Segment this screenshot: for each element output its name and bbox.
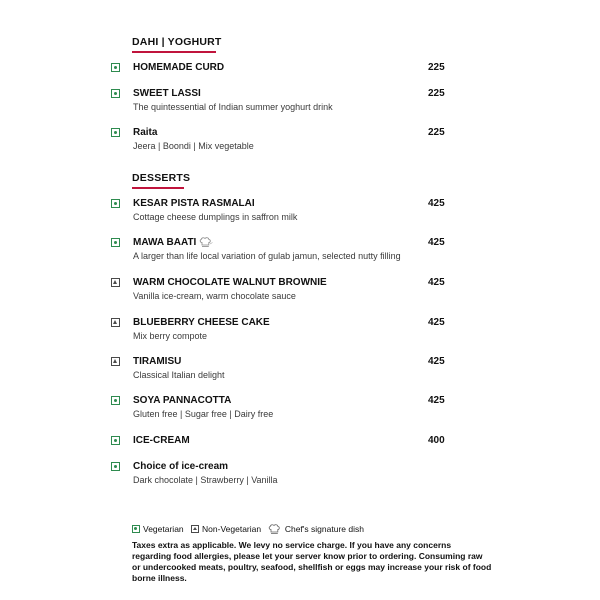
item-price: 425 [428, 356, 445, 367]
veg-icon [111, 89, 120, 98]
item-name: SOYA PANNACOTTA [133, 395, 232, 406]
item-description: Jeera | Boondi | Mix vegetable [133, 141, 254, 151]
item-price: 225 [428, 127, 445, 138]
item-name: WARM CHOCOLATE WALNUT BROWNIE [133, 277, 327, 288]
section-title-text: DESSERTS [132, 172, 191, 184]
item-description: Vanilla ice-cream, warm chocolate sauce [133, 291, 296, 301]
item-price: 225 [428, 88, 445, 99]
item-price: 425 [428, 317, 445, 328]
disclaimer: Taxes extra as applicable. We levy no service charge. If you have any concerns regarding food allergies, please let your server know prior to ordering. Consuming raw or undercooked meats, poultry, seafood, shellfish or eggs may increase your risk of food borne illness. [132, 540, 492, 583]
legend-veg-label: Vegetarian [143, 524, 184, 534]
section-title-rule [132, 187, 184, 189]
item-name [133, 237, 213, 248]
veg-icon [132, 525, 140, 533]
veg-icon [111, 462, 120, 471]
item-name: HOMEMADE CURD [133, 62, 225, 73]
section-title-text: DAHI | YOGHURT [132, 36, 222, 48]
non-veg-icon [111, 278, 120, 287]
chef-hat-icon [199, 237, 213, 248]
legend [132, 524, 364, 535]
veg-icon [111, 238, 120, 247]
legend-chef-label: Chef's signature dish [284, 524, 364, 534]
veg-icon [111, 199, 120, 208]
item-description: Dark chocolate | Strawberry | Vanilla [133, 475, 278, 485]
item-name-text: MAWA BAATI [133, 237, 197, 249]
item-description: A larger than life local variation of gulab jamun, selected nutty filling [133, 251, 401, 261]
veg-icon [111, 396, 120, 405]
item-description: The quintessential of Indian summer yoghurt drink [133, 102, 333, 112]
item-name: TIRAMISU [133, 356, 182, 367]
item-name: Choice of ice-cream [133, 461, 229, 472]
item-name: KESAR PISTA RASMALAI [133, 198, 255, 209]
section-title-rule [132, 51, 216, 53]
item-price: 225 [428, 62, 445, 73]
item-description: Mix berry compote [133, 331, 208, 341]
item-price: 425 [428, 277, 445, 288]
item-description: Cottage cheese dumplings in saffron milk [133, 212, 298, 222]
veg-icon [111, 436, 120, 445]
item-price: 425 [428, 237, 445, 248]
item-description: Gluten free | Sugar free | Dairy free [133, 409, 274, 419]
item-description: Classical Italian delight [133, 370, 225, 380]
section-title-dahi [132, 36, 222, 48]
item-price: 400 [428, 435, 445, 446]
item-price: 425 [428, 395, 445, 406]
item-price: 425 [428, 198, 445, 209]
non-veg-icon [111, 357, 120, 366]
veg-icon [111, 128, 120, 137]
item-name: Raita [133, 127, 158, 138]
item-name: SWEET LASSI [133, 88, 201, 99]
legend-nonveg-label: Non-Vegetarian [202, 524, 262, 534]
section-title-desserts [132, 172, 190, 184]
item-name: ICE-CREAM [133, 435, 190, 446]
non-veg-icon [111, 318, 120, 327]
chef-hat-icon [268, 524, 282, 535]
non-veg-icon [191, 525, 199, 533]
item-name: BLUEBERRY CHEESE CAKE [133, 317, 270, 328]
veg-icon [111, 63, 120, 72]
